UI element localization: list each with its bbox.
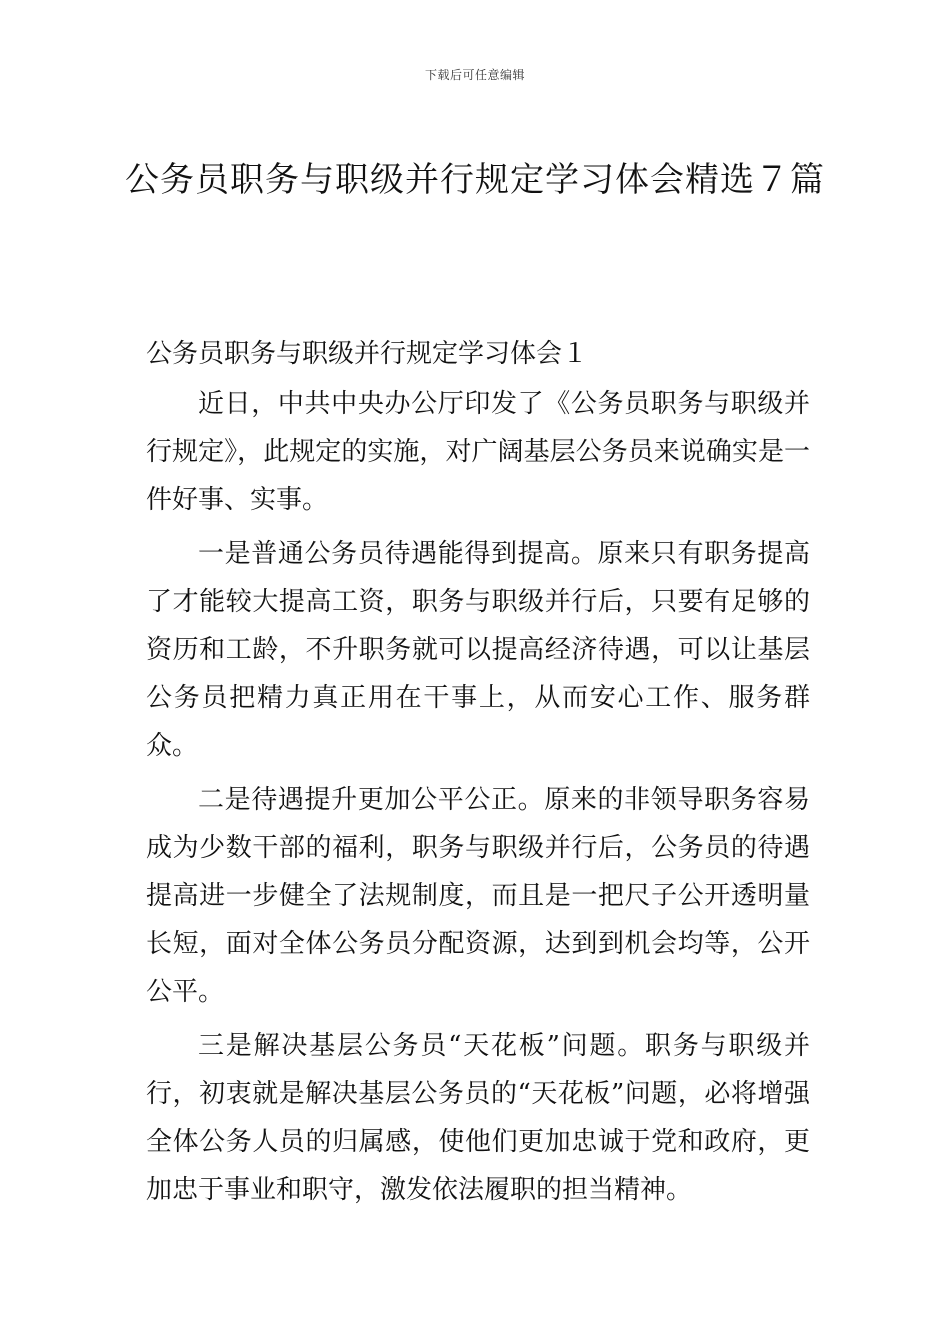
section-heading: 公务员职务与职级并行规定学习体会１ bbox=[146, 339, 589, 369]
document-body bbox=[146, 330, 810, 1220]
paragraph: 近日，中共中央办公厅印发了《公务员职务与职级并行规定》，此规定的实施，对广阔基层公务员来说确实是一件好事、实事。 bbox=[146, 389, 810, 515]
document-title: 公务员职务与职级并行规定学习体会精选７篇 bbox=[125, 160, 825, 200]
paragraph: 一是普通公务员待遇能得到提高。原来只有职务提高了才能较大提高工资，职务与职级并行后，只要有足够的资历和工龄，不升职务就可以提高经济待遇，可以让基层公务员把精力真正用在干事上，从而安心工作、服务群众。 bbox=[146, 539, 810, 761]
paragraph: 三是解决基层公务员“天花板”问题。职务与职级并行，初衷就是解决基层公务员的“天花板”问题，必将增强全体公务人员的归属感，使他们更加忠诚于党和政府，更加忠于事业和职守，激发依法履职的担当精神。 bbox=[146, 1031, 810, 1205]
paragraph: 二是待遇提升更加公平公正。原来的非领导职务容易成为少数干部的福利，职务与职级并行后，公务员的待遇提高进一步健全了法规制度，而且是一把尺子公开透明量长短，面对全体公务员分配资源，达到到机会均等，公开公平。 bbox=[146, 785, 810, 1007]
header-note: 下载后可任意编辑 bbox=[424, 68, 525, 82]
